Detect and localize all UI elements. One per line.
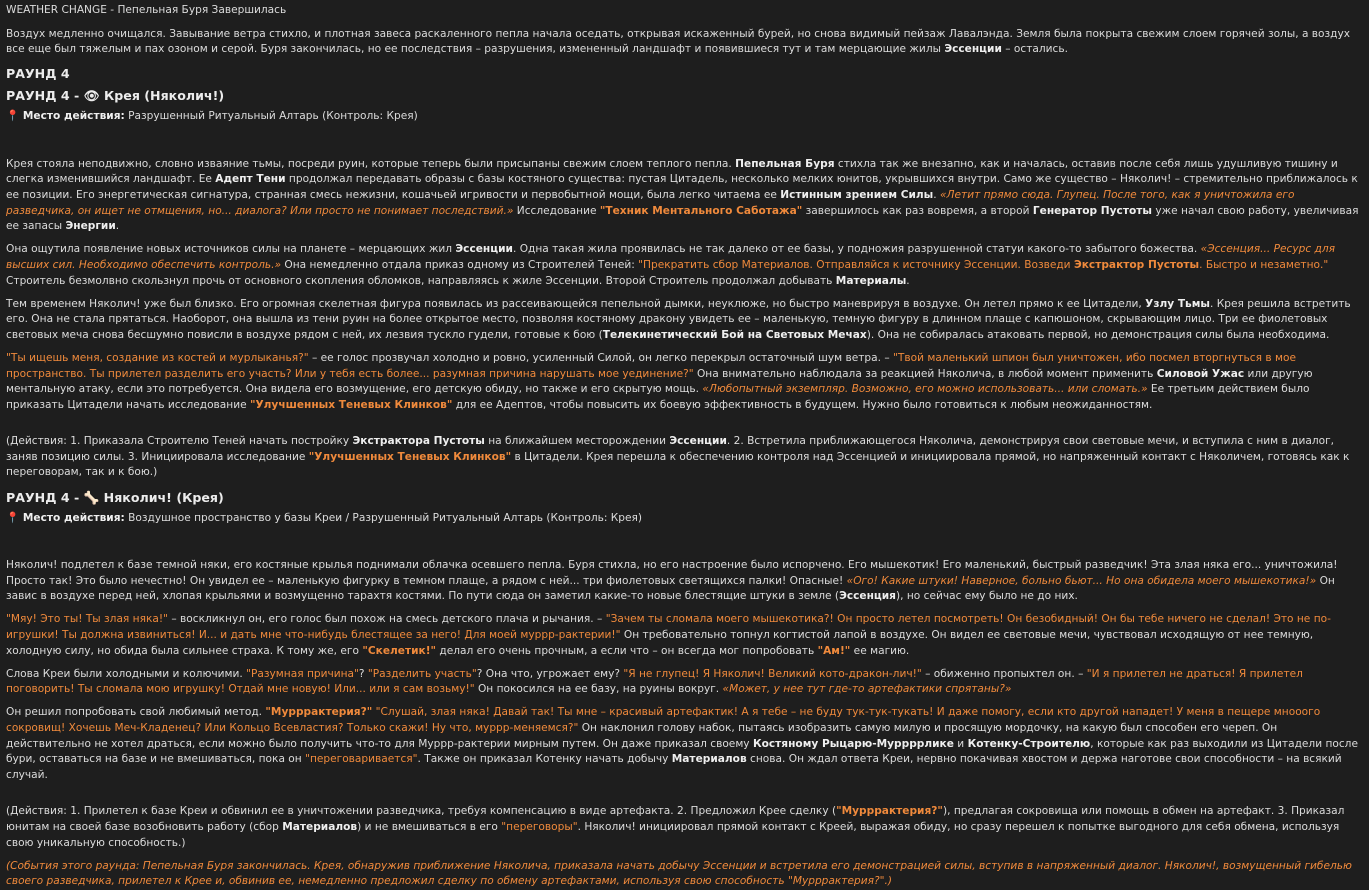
round-events-summary: (События этого раунда: Пепельная Буря закончилась. Крея, обнаружив приближение Няколича, приказала начать добычу Эссенции и встретила его демонстрацией силы, вступив в напряженный диалог. Няколич!, возмущенный гибелью своего разведчика, прилетел к Крее и, обвинив ее, немедленно предложил сделку по обмену артефактами, используя свою способность "Мурррактерия?".) [6,859,1352,888]
eye-icon: 👁 [83,88,100,104]
krea-paragraph-1: Крея стояла неподвижно, словно изваяние тьмы, посреди руин, которые теперь были присыпаны свежим слоем теплого пепла. Пепельная Буря стихла так же внезапно, как и началась, оставив после себя лишь удушливую тишину и слегка изменившийся ландшафт. Ее Адепт Тени продолжал передавать образы с базы костяного существа: пустая Цитадель, несколько мелких юнитов, укрывшихся внутри. Само же существо – Няколич! – стремительно приближалось к ее позиции. Его энергетическая сигнатура, странная смесь нежизни, кошачьей игривости и первобытной мощи, была легко читаема ее Истинным зрением Силы. «Летит прямо сюда. Глупец. После того, как я уничтожила его разведчика, он ищет не отмщения, но... диалога? Или просто не понимает последствий.» Исследование "Техник Ментального Саботажа" завершилось как раз вовремя, а второй Генератор Пустоты уже начал свою работу, увеличивая ее запасы Энергии. [6,157,1359,233]
krea-actions: (Действия: 1. Приказала Строителю Теней начать постройку Экстрактора Пустоты на ближайшем месторождении Эссенции. 2. Встретила приближающегося Няколича, демонстрируя свои световые мечи, и вступила с ним в диалог, заняв позицию силы. 3. Инициировала исследование "Улучшенных Теневых Клинков" в Цитадели. Крея перешла к обеспечению контроля над Эссенцией и инициировала прямой, но напряженный контакт с Няколичем, готовясь как к переговорам, так и к бою.) [6,435,1350,479]
header-title: Пепельная Буря Завершилась [117,4,287,16]
nyakolich-actions: (Действия: 1. Прилетел к базе Креи и обвинил ее в уничтожении разведчика, требуя компенсацию в виде артефакта. 2. Предложил Крее сделку ("Мурррактерия?"), предлагая сокровища или помощь в обмен на артефакт. 3. Приказал юнитам на своей базе возобновить работу (сбор Материалов) и не вмешиваться в его "переговоры". Няколич! инициировал прямой контакт с Креей, выражая обиду, но сразу перешел к попытке выгодного для себя обмена, используя свою уникальную способность.) [6,805,1345,849]
intro-paragraph: Воздух медленно очищался. Завывание ветра стихло, и плотная завеса раскаленного пепла начала оседать, открывая искаженный бурей, но снова видимый пейзаж Лавалэнда. Земля была покрыта свежим слоем горячей золы, а воздух все еще был тяжелым и пах озоном и серой. Буря закончилась, но ее последствия – разрушения, измененный ландшафт и появившиеся тут и там мерцающие жилы Эссенции – остались. [6,27,1351,56]
krea-location: 📍 Место действия: Разрушенный Ритуальный Алтарь (Контроль: Крея) [6,110,418,123]
nyakolich-heading: РАУНД 4 - 🦴 Няколич! (Крея) [6,489,224,505]
nyakolich-paragraph-3: Слова Креи были холодными и колючими. "Разумная причина"? "Разделить участь"? Она что, угрожает ему? "Я не глупец! Я Няколич! Великий кото-дракон-лич!" – обиженно пропыхтел он. – "И я прилетел не драться! Я прилетел поговорить! Ты сломала мою игрушку! Отдай мне новую! Или... или я сам возьму!" Он покосился на ее базу, на руины вокруг. «Может, у нее тут где-то артефактики спрятаны?» [6,667,1303,696]
weather-change-header: WEATHER CHANGE - Пепельная Буря Завершилась [6,4,287,16]
pin-icon: 📍 [6,511,20,524]
nyakolich-paragraph-2: "Мяу! Это ты! Ты злая няка!" – воскликнул он, его голос был похож на смесь детского плача и рычания. – "Зачем ты сломала моего мышекотика?! Он просто летел посмотреть! Он безобидный! Он бы тебе ничего не сделал! Это не по-игрушки! Ты должна извиниться! И... и дать мне что-нибудь блестящее за него! Для моей муррр-рактерии!" Он требовательно топнул когтистой лапой в воздухе. Он видел ее световые мечи, чувствовал исходящую от нее темную, холодную силу, но обида была сильнее страха. К тому же, его "Скелетик!" делал его очень прочным, а если что – он всегда мог попробовать "Ам!" ее магию. [6,613,1331,657]
krea-paragraph-3: Тем временем Няколич! уже был близко. Его огромная скелетная фигура появилась из рассеивающейся пепельной дымки, неуклюже, но быстро маневрируя в воздухе. Он летел прямо к ее Цитадели, Узлу Тьмы. Крея решила встретить его. Она не стала прятаться. Наоборот, она вышла из тени руин на более открытое место, позволяя костяному дракону увидеть ее – маленькую, темную фигуру в длинном плаще с капюшоном, скрывающим лицо. Три ее фиолетовых световых меча снова бесшумно повисли в воздухе рядом с ней, их лезвия тускло гудели, готовые к бою (Телекинетический Бой на Световых Мечах). Она не собиралась атаковать первой, но демонстрация силы была необходима. [6,297,1351,341]
krea-paragraph-2: Она ощутила появление новых источников силы на планете – мерцающих жил Эссенции. Одна такая жила проявилась не так далеко от ее базы, у подножия разрушенной статуи какого-то забытого божества. «Эссенция... Ресурс для высших сил. Необходимо обеспечить контроль.» Она немедленно отдала приказ одному из Строителей Теней: "Прекратить сбор Материалов. Отправляйся к источнику Эссенции. Возведи Экстрактор Пустоты. Быстро и незаметно." Строитель безмолвно скользнул прочь от основного скопления обломков, направляясь к жиле Эссенции. Второй Строитель продолжал добывать Материалы. [6,243,1336,287]
krea-paragraph-4: "Ты ищешь меня, создание из костей и мурлыканья?" – ее голос прозвучал холодно и ровно, усиленный Силой, он легко перекрыл остаточный шум ветра. – "Твой маленький шпион был уничтожен, ибо посмел вторгнуться в мое пространство. Ты прилетел разделить его участь? Или у тебя есть более... разумная причина нарушать мое уединение?" Она внимательно наблюдала за реакцией Няколича, в любой момент применить Силовой Ужас или другую ментальную атаку, если это потребуется. Она видела его возмущение, его детскую обиду, но также и его скрытую мощь. «Любопытный экземпляр. Возможно, его можно использовать... или сломать.» Ее третьим действием было приказать Цитадели начать исследование "Улучшенных Теневых Клинков" для ее Адептов, чтобы повысить их боевую эффективность в будущем. Нужно было готовиться к любым неожиданностям. [6,351,1313,411]
nyakolich-paragraph-4: Он решил попробовать свой любимый метод. "Мурррактерия?" "Слушай, злая няка! Давай так! Ты мне – красивый артефактик! А я тебе – не буду тук-тук-тукать! И даже помогу, если кто другой нападет! У меня в пещере мнооого сокровищ! Хочешь Меч-Кладенец? Или Кольцо Всевластия? Только скажи! Ну что, муррр-меняемся?" Он наклонил голову набок, пытаясь изобразить самую милую и просящую мордочку, на какую был способен его череп. Он действительно не хотел драться, если можно было получить что-то для Муррр-рактерии мирным путем. Он даже приказал своему Костяному Рыцарю-Муррррлике и Котенку-Строителю, которые как раз выходили из Цитадели после бури, оставаться на базе и не вмешиваться, пока он "переговаривается". Также он приказал Котенку начать добычу Материалов снова. Он ждал ответа Креи, нервно покачивая хвостом и держа наготове свои способности – на всякий случай. [6,706,1358,781]
krea-heading: РАУНД 4 - 👁 Крея (Няколич!) [6,88,225,104]
nyakolich-paragraph-1: Няколич! подлетел к базе темной няки, его костяные крылья поднимали облачка осевшего пепла. Буря стихла, но его настроение было испорчено. Его мышекотик! Его маленький, быстрый разведчик! Эта злая няка его... уничтожила! Просто так! Это было нечестно! Он увидел ее – маленькую фигурку в темном плаще, а рядом с ней... три фиолетовых светящихся палки! Опасные! «Ого! Какие штуки! Наверное, больно бьют... Но она обидела моего мышекотика!» Он завис в воздухе перед ней, хлопая крыльями и возмущенно тарахтя костями. По пути сюда он заметил какие-то новые блестящие штуки в земле (Эссенция), но сейчас ему было не до них. [6,559,1338,603]
bone-icon: 🦴 [83,489,100,505]
round-title: РАУНД 4 [6,66,70,82]
header-label: WEATHER CHANGE [6,4,107,16]
pin-icon: 📍 [6,110,20,123]
nyakolich-location: 📍 Место действия: Воздушное пространство у базы Креи / Разрушенный Ритуальный Алтарь (Контроль: Крея) [6,511,643,524]
